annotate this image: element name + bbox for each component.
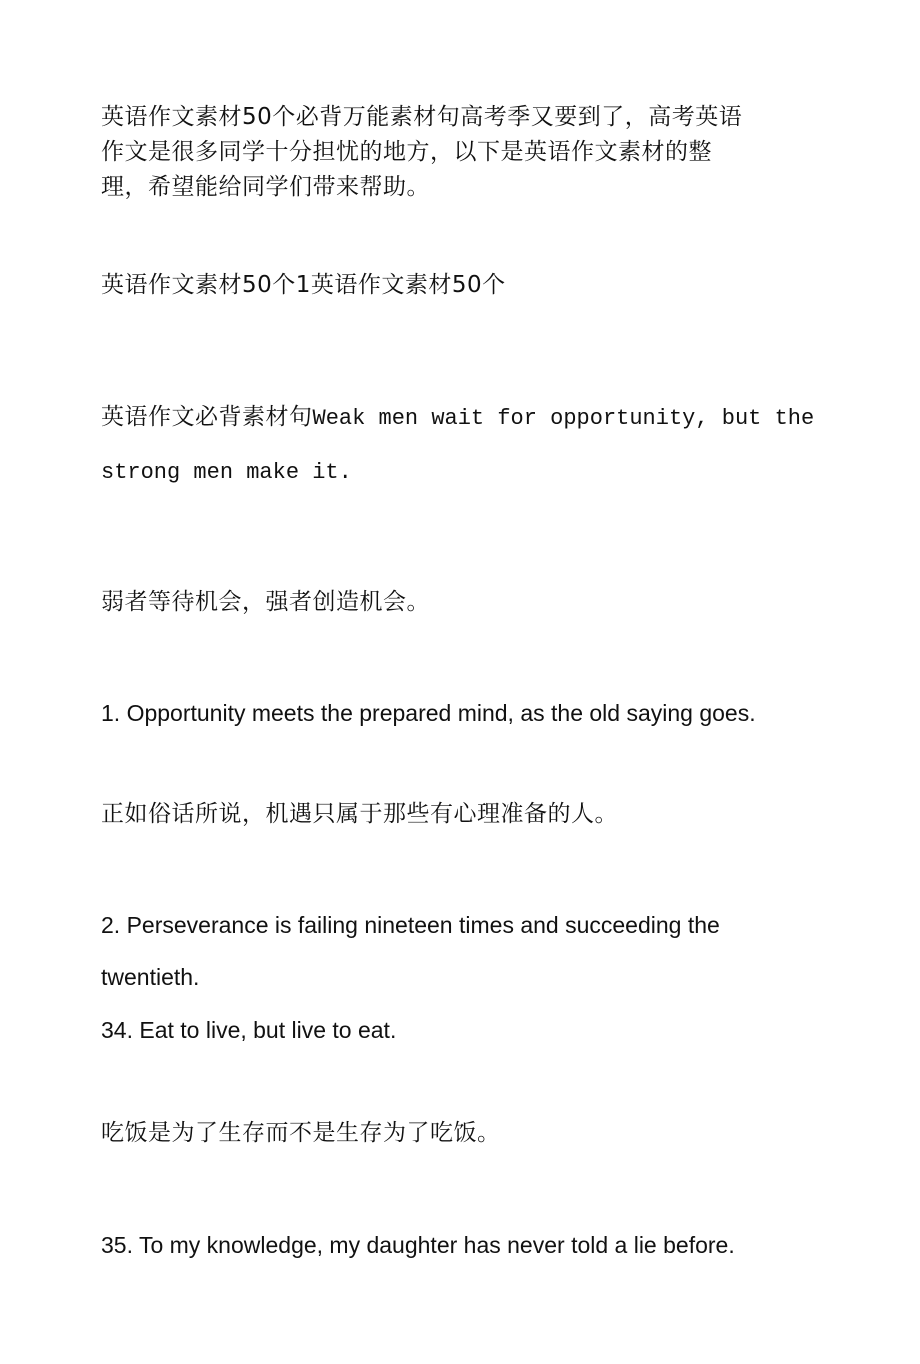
sentence-1-chinese: 正如俗话所说，机遇只属于那些有心理准备的人。 xyxy=(101,801,618,827)
intro-line: 理，希望能给同学们带来帮助。 xyxy=(101,174,430,200)
quote-english-line: Weak men wait for opportunity, but the xyxy=(312,406,815,431)
quote-label: 英语作文必背素材句 xyxy=(101,404,313,430)
sentence-2-english-line: 2. Perseverance is failing nineteen times and succeeding the xyxy=(101,912,720,938)
quote-chinese: 弱者等待机会，强者创造机会。 xyxy=(101,589,430,615)
sentence-2-english-line: twentieth. xyxy=(101,964,200,990)
section-heading: 英语作文素材50个1英语作文素材50个 xyxy=(101,272,506,298)
intro-line: 作文是很多同学十分担忧的地方，以下是英语作文素材的整 xyxy=(101,139,712,165)
sentence-35-english: 35. To my knowledge, my daughter has never told a lie before. xyxy=(101,1232,735,1258)
quote-english-line: strong men make it. xyxy=(101,460,352,485)
sentence-34-chinese: 吃饭是为了生存而不是生存为了吃饭。 xyxy=(101,1120,501,1146)
intro-line: 英语作文素材50个必背万能素材句高考季又要到了，高考英语 xyxy=(101,104,743,130)
sentence-1-english: 1. Opportunity meets the prepared mind, as the old saying goes. xyxy=(101,700,756,726)
quote-block xyxy=(101,400,814,438)
intro-paragraph xyxy=(101,100,742,205)
sentence-34-english: 34. Eat to live, but live to eat. xyxy=(101,1017,397,1043)
